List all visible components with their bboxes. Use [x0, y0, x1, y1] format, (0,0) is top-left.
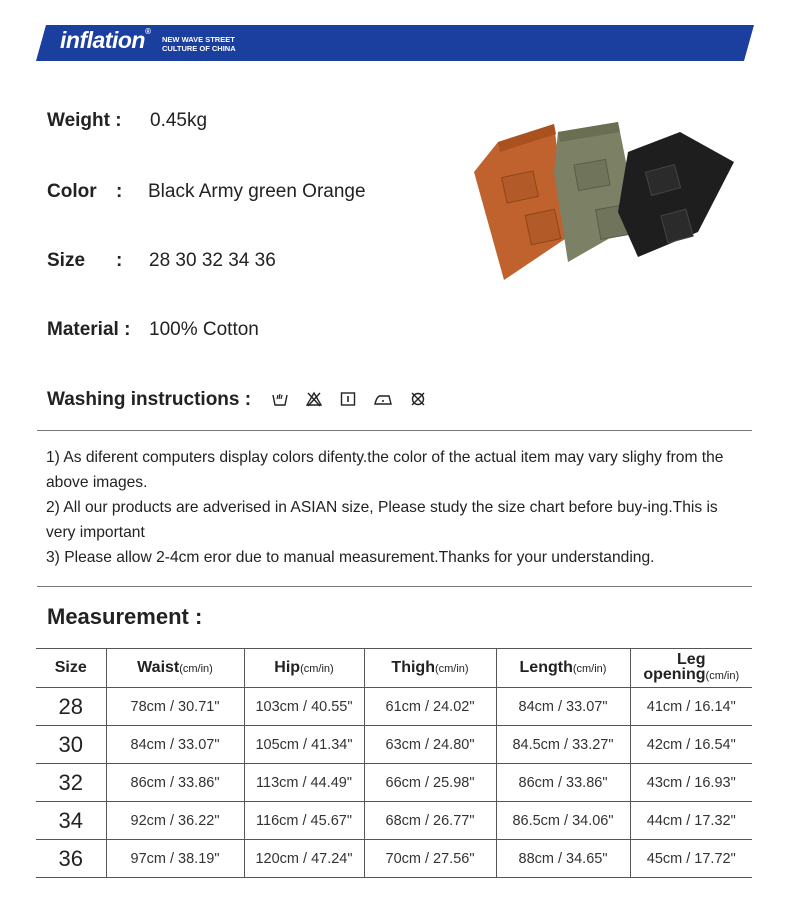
do-not-bleach-icon: [306, 391, 322, 407]
notes: [46, 446, 746, 571]
cell-hip: 105cm / 41.34": [244, 726, 364, 764]
cell-size: 34: [36, 802, 106, 840]
divider: [37, 430, 752, 431]
cell-leg-opening: 43cm / 16.93": [630, 764, 752, 802]
measurement-title: Measurement :: [47, 604, 203, 629]
cell-size: 30: [36, 726, 106, 764]
cell-waist: 97cm / 38.19": [106, 840, 244, 878]
cell-waist: 84cm / 33.07": [106, 726, 244, 764]
cell-thigh: 68cm / 26.77": [364, 802, 496, 840]
cell-leg-opening: 42cm / 16.54": [630, 726, 752, 764]
cell-hip: 120cm / 47.24": [244, 840, 364, 878]
tumble-dry-icon: [340, 391, 356, 407]
table-row: [36, 726, 752, 764]
cell-length: 86cm / 33.86": [496, 764, 630, 802]
cell-size: 28: [36, 688, 106, 726]
cell-thigh: 70cm / 27.56": [364, 840, 496, 878]
note-2: 2) All our products are adverised in ASIAN size, Please study the size chart before buy-ing.This is very important: [46, 499, 718, 541]
cell-length: 84.5cm / 33.27": [496, 726, 630, 764]
brand-tagline: NEW WAVE STREET CULTURE OF CHINA: [162, 35, 236, 53]
header-size: Size: [36, 649, 106, 688]
cell-leg-opening: 44cm / 17.32": [630, 802, 752, 840]
brand-logo: inflation®: [60, 27, 151, 53]
table-row: [36, 688, 752, 726]
orange-pants: [474, 124, 568, 280]
table-header-row: [36, 649, 752, 688]
header-waist: Waist(cm/in): [106, 649, 244, 688]
cell-size: 36: [36, 840, 106, 878]
do-not-dry-clean-icon: [410, 391, 426, 407]
cell-waist: 78cm / 30.71": [106, 688, 244, 726]
hand-wash-icon: [272, 391, 288, 407]
product-photo: [468, 112, 740, 284]
size-chart: [36, 648, 752, 878]
cell-length: 84cm / 33.07": [496, 688, 630, 726]
cell-hip: 103cm / 40.55": [244, 688, 364, 726]
table-row: [36, 802, 752, 840]
cell-leg-opening: 45cm / 17.72": [630, 840, 752, 878]
cell-thigh: 63cm / 24.80": [364, 726, 496, 764]
cell-length: 86.5cm / 34.06": [496, 802, 630, 840]
note-3: 3) Please allow 2-4cm eror due to manual measurement.Thanks for your understanding.: [46, 549, 655, 566]
table-row: [36, 764, 752, 802]
cell-thigh: 61cm / 24.02": [364, 688, 496, 726]
cell-leg-opening: 41cm / 16.14": [630, 688, 752, 726]
cell-size: 32: [36, 764, 106, 802]
cell-hip: 113cm / 44.49": [244, 764, 364, 802]
black-pants: [618, 132, 734, 257]
note-1: 1) As diferent computers display colors difenty.the color of the actual item may vary slighy from the above images.: [46, 449, 724, 491]
washing-label: Washing instructions :: [47, 389, 252, 410]
header-hip: Hip(cm/in): [244, 649, 364, 688]
cell-hip: 116cm / 45.67": [244, 802, 364, 840]
cell-thigh: 66cm / 25.98": [364, 764, 496, 802]
iron-icon: [374, 391, 392, 407]
cell-waist: 86cm / 33.86": [106, 764, 244, 802]
header-thigh: Thigh(cm/in): [364, 649, 496, 688]
header-length: Length(cm/in): [496, 649, 630, 688]
divider: [37, 586, 752, 587]
header-leg-opening: Leg opening(cm/in): [630, 649, 752, 688]
cell-length: 88cm / 34.65": [496, 840, 630, 878]
table-row: [36, 840, 752, 878]
cell-waist: 92cm / 36.22": [106, 802, 244, 840]
